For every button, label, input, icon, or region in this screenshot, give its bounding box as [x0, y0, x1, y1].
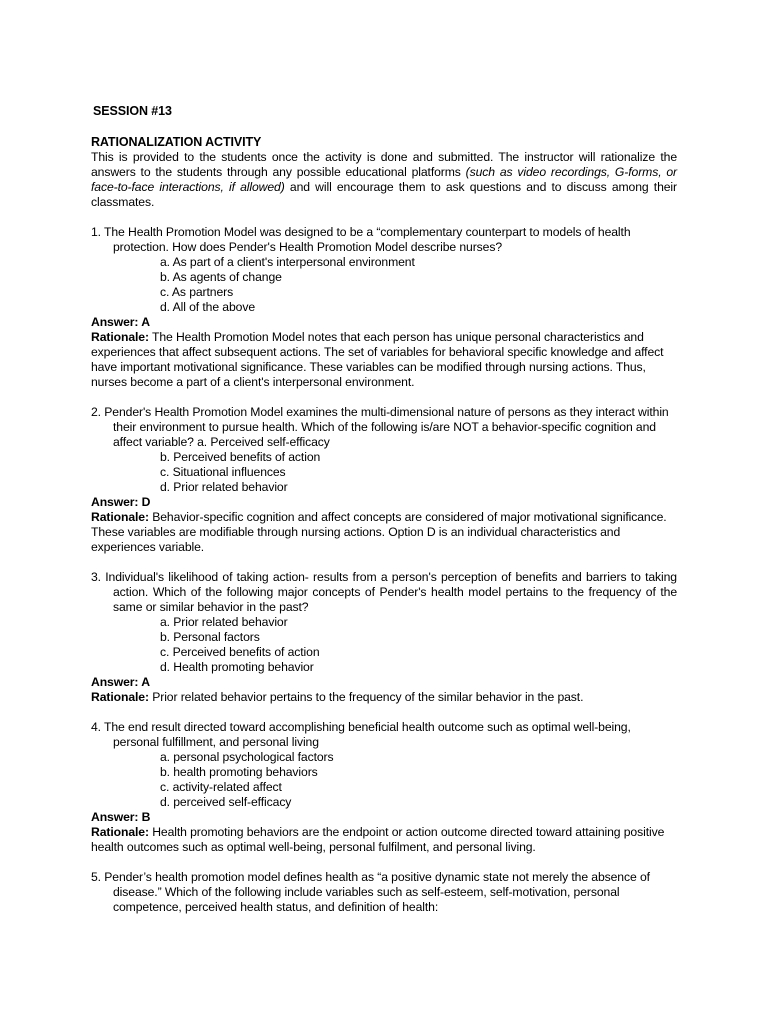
rationale-text: Prior related behavior pertains to the frequency of the similar behavior in the past.: [148, 690, 584, 704]
rationale-label: Rationale:: [91, 825, 149, 839]
option-item: b. health promoting behaviors: [160, 765, 318, 779]
rationale-paragraph: [91, 330, 677, 390]
option-item: a. personal psychological factors: [160, 750, 334, 764]
intro-italic-text: (such as video recordings, G-forms, or face-to-face interactions, if allowed): [91, 165, 677, 194]
question-5: [91, 870, 677, 915]
session-title: SESSION #13: [93, 104, 172, 118]
option-item: b. As agents of change: [160, 270, 282, 284]
rationale-text: Health promoting behaviors are the endpoint or action outcome directed toward attaining positive health outcomes such as optimal well-being, personal fulfilment, and personal living.: [91, 825, 665, 854]
answer-line: Answer: B: [91, 810, 151, 824]
intro-text-end: and will encourage them to ask questions and to discuss among their classmates.: [91, 180, 677, 209]
rationale-paragraph: [91, 690, 677, 705]
question-text: 3. Individual's likelihood of taking action- results from a person's perception of benefits and barriers to taking action. Which of the following major concepts of Pender's health model pertains to the frequency of the same or similar behavior in the past?: [91, 570, 677, 614]
activity-title: RATIONALIZATION ACTIVITY: [91, 135, 262, 149]
option-item: c. Perceived benefits of action: [160, 645, 320, 659]
option-item: d. Prior related behavior: [160, 480, 288, 494]
options-list: [160, 750, 677, 810]
document-page: [91, 104, 677, 930]
option-item: b. Perceived benefits of action: [160, 450, 321, 464]
question-1: [91, 225, 677, 390]
option-item: a. Prior related behavior: [160, 615, 288, 629]
answer-line: Answer: D: [91, 495, 151, 509]
question-text: 4. The end result directed toward accomplishing beneficial health outcome such as optimal well-being, personal fulfillment, and personal living: [91, 720, 631, 749]
option-item: c. activity-related affect: [160, 780, 282, 794]
intro-text: This is provided to the students once the activity is done and submitted. The instructor will rationalize the answers to the students through any possible educational platforms: [91, 150, 677, 179]
question-3: [91, 570, 677, 705]
option-item: d. perceived self-efficacy: [160, 795, 292, 809]
question-4: [91, 720, 677, 855]
options-list: [160, 450, 677, 495]
question-text: 1. The Health Promotion Model was designed to be a “complementary counterpart to models of health protection. How does Pender's Health Promotion Model describe nurses?: [91, 225, 631, 254]
option-item: a. As part of a client's interpersonal environment: [160, 255, 415, 269]
rationale-text: Behavior-specific cognition and affect concepts are considered of major motivational significance. These variables are modifiable through nursing actions. Option D is an individual characteristics and experiences variable.: [91, 510, 667, 554]
option-item: d. All of the above: [160, 300, 255, 314]
option-item: c. Situational influences: [160, 465, 286, 479]
intro-paragraph: [91, 150, 677, 210]
option-item: b. Personal factors: [160, 630, 260, 644]
rationale-label: Rationale:: [91, 330, 149, 344]
rationale-paragraph: [91, 825, 677, 855]
option-item: c. As partners: [160, 285, 234, 299]
option-item: d. Health promoting behavior: [160, 660, 314, 674]
question-text: 5. Pender’s health promotion model defines health as “a positive dynamic state not merely the absence of disease.” Which of the following include variables such as self-esteem, self-motivation, personal competence, perceived health status, and definition of health:: [91, 870, 650, 914]
answer-line: Answer: A: [91, 675, 150, 689]
question-2: [91, 405, 677, 555]
rationale-label: Rationale:: [91, 690, 149, 704]
rationale-label: Rationale:: [91, 510, 149, 524]
question-text: 2. Pender's Health Promotion Model examines the multi-dimensional nature of persons as they interact within their environment to pursue health. Which of the following is/are NOT a behavior-specific cognition and affect variable? a. Perceived self-efficacy: [91, 405, 669, 449]
rationale-text: The Health Promotion Model notes that each person has unique personal characteristics and experiences that affect subsequent actions. The set of variables for behavioral specific knowledge and affect have important motivational significance. These variables can be modified through nursing actions. Thus, nurses become a part of a client's interpersonal environment.: [91, 330, 664, 389]
rationale-paragraph: [91, 510, 677, 555]
options-list: [160, 615, 677, 675]
options-list: [160, 255, 677, 315]
answer-line: Answer: A: [91, 315, 150, 329]
